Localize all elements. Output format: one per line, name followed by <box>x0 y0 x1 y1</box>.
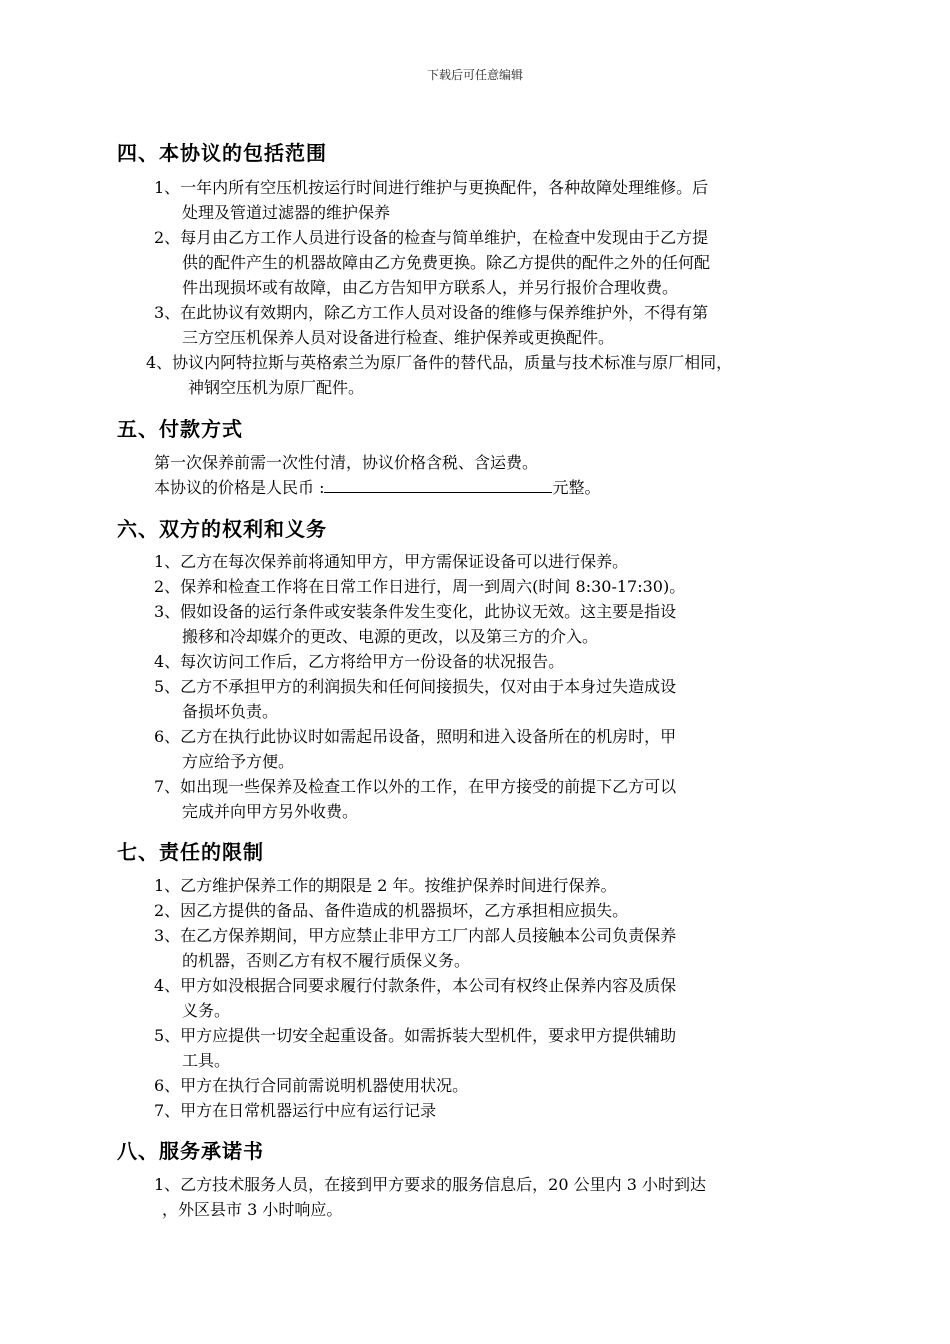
section-heading-payment: 五、付款方式 <box>117 417 243 441</box>
header-note: 下载后可任意编辑 <box>426 68 523 82</box>
scope-line: 三方空压机保养人员对设备进行检查、维护保养或更换配件。 <box>182 328 615 347</box>
scope-line: 3、在此协议有效期内，除乙方工作人员对设备的维修与保养维护外，不得有第 <box>154 303 709 322</box>
liability-line: 6、甲方在执行合同前需说明机器使用状况。 <box>154 1076 469 1095</box>
rights-line: 7、如出现一些保养及检查工作以外的工作，在甲方接受的前提下乙方可以 <box>154 777 677 796</box>
scope-line: 件出现损坏或有故障，由乙方告知甲方联系人，并另行报价合理收费。 <box>182 278 679 297</box>
rights-line: 6、乙方在执行此协议时如需起吊设备，照明和进入设备所在的机房时，甲 <box>154 727 677 746</box>
rights-line: 完成并向甲方另外收费。 <box>182 802 359 821</box>
scope-line: 2、每月由乙方工作人员进行设备的检查与简单维护，在检查中发现由于乙方提 <box>154 228 709 247</box>
rights-line: 搬移和冷却媒介的更改、电源的更改，以及第三方的介入。 <box>182 627 599 646</box>
liability-line: 3、在乙方保养期间，甲方应禁止非甲方工厂内部人员接触本公司负责保养 <box>154 926 677 945</box>
rights-line: 备损坏负责。 <box>182 702 279 721</box>
liability-line: 的机器，否则乙方有权不履行质保义务。 <box>182 951 471 970</box>
scope-line: 处理及管道过滤器的维护保养 <box>182 203 391 222</box>
section-heading-liability: 七、责任的限制 <box>117 840 264 864</box>
rights-line: 4、每次访问工作后，乙方将给甲方一份设备的状况报告。 <box>154 652 565 671</box>
section-heading-service: 八、服务承诺书 <box>117 1139 264 1163</box>
liability-line: 义务。 <box>182 1001 231 1020</box>
liability-line: 4、甲方如没根据合同要求履行付款条件，本公司有权终止保养内容及质保 <box>154 976 677 995</box>
payment-line: 第一次保养前需一次性付清，协议价格含税、含运费。 <box>154 453 539 472</box>
scope-line: 供的配件产生的机器故障由乙方免费更换。除乙方提供的配件之外的任何配 <box>182 253 711 272</box>
section-heading-rights: 六、双方的权利和义务 <box>117 517 327 541</box>
liability-line: 2、因乙方提供的备品、备件造成的机器损坏，乙方承担相应损失。 <box>154 901 629 920</box>
rights-line: 2、保养和检查工作将在日常工作日进行，周一到周六(时间 8:30-17:30)。 <box>154 577 686 596</box>
service-line: 1、乙方技术服务人员，在接到甲方要求的服务信息后，20 公里内 3 小时到达 <box>154 1175 706 1194</box>
scope-line: 1、一年内所有空压机按运行时间进行维护与更换配件，各种故障处理维修。后 <box>154 178 709 197</box>
rights-line: 3、假如设备的运行条件或安装条件发生变化，此协议无效。这主要是指设 <box>154 602 677 621</box>
liability-line: 5、甲方应提供一切安全起重设备。如需拆装大型机件，要求甲方提供辅助 <box>154 1026 677 1045</box>
price-blank-field <box>324 478 552 493</box>
liability-line: 1、乙方维护保养工作的期限是 2 年。按维护保养时间进行保养。 <box>154 876 617 895</box>
scope-line: 4、协议内阿特拉斯与英格索兰为原厂备件的替代品，质量与技术标准与原厂相同， <box>146 353 733 372</box>
liability-line: 工具。 <box>182 1051 231 1070</box>
price-label: 本协议的价格是人民币 : <box>154 478 325 497</box>
section-heading-scope: 四、本协议的包括范围 <box>117 141 327 165</box>
rights-line: 5、乙方不承担甲方的利润损失和任何间接损失，仅对由于本身过失造成设 <box>154 677 677 696</box>
rights-line: 方应给予方便。 <box>182 752 295 771</box>
price-suffix: 元整。 <box>552 478 601 497</box>
service-line: ，外区县市 3 小时响应。 <box>162 1200 343 1219</box>
liability-line: 7、甲方在日常机器运行中应有运行记录 <box>154 1101 437 1120</box>
scope-line: 神钢空压机为原厂配件。 <box>188 378 365 397</box>
payment-price-line <box>154 478 601 498</box>
rights-line: 1、乙方在每次保养前将通知甲方，甲方需保证设备可以进行保养。 <box>154 552 629 571</box>
